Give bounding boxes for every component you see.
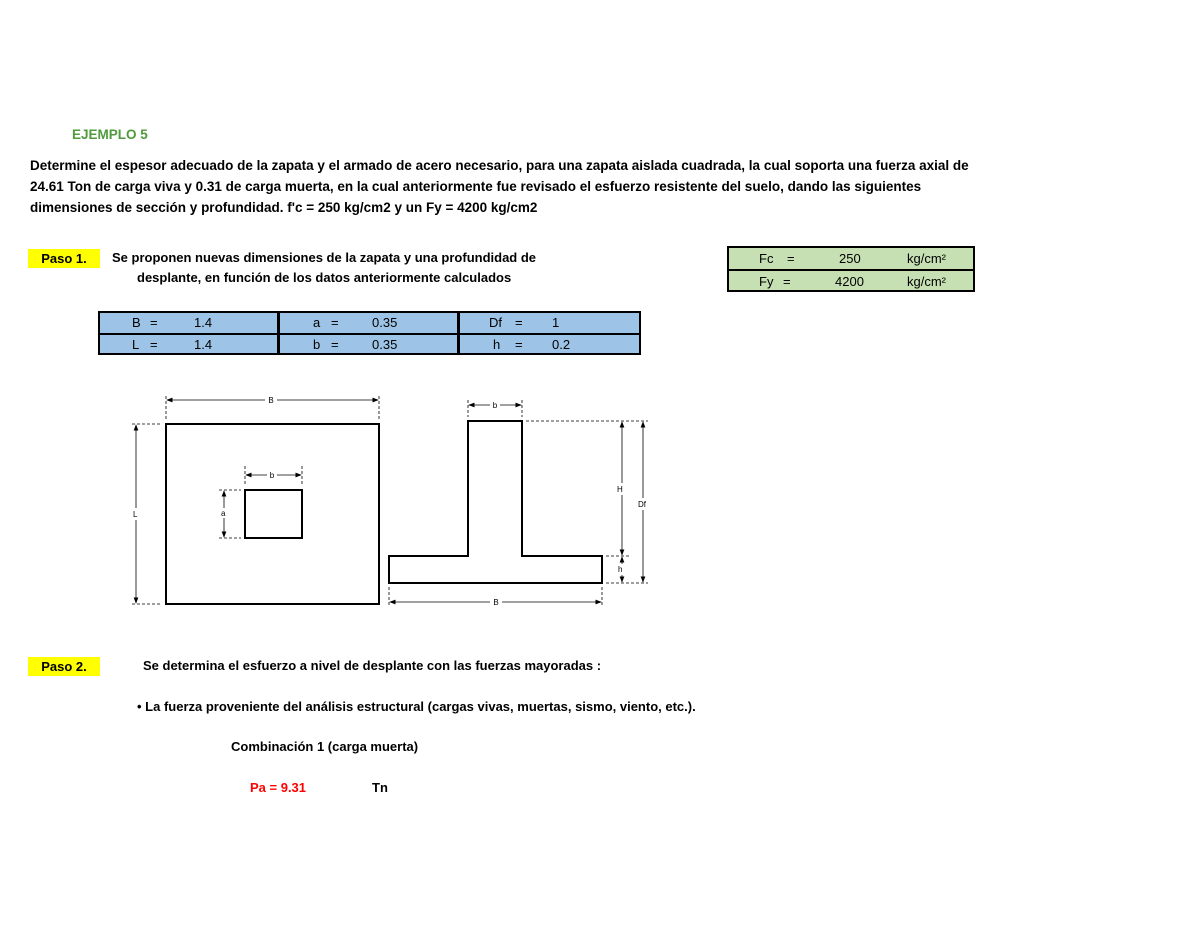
- material-name: Fy: [759, 274, 774, 289]
- dim-eq: =: [150, 337, 158, 352]
- elevation-label-B: B: [493, 598, 499, 607]
- column-plan-outline: [245, 490, 302, 538]
- pa-value: Pa = 9.31: [250, 780, 307, 795]
- dim-name-B: B: [132, 315, 141, 330]
- dim-name-b: b: [313, 337, 321, 352]
- dim-name-a: a: [313, 315, 321, 330]
- plan-label-a: a: [221, 509, 226, 518]
- dim-eq: =: [331, 337, 339, 352]
- dim-name-L: L: [132, 337, 140, 352]
- problem-line-1: Determine el espesor adecuado de la zapata y el armado de acero necesario, para una zapata aislada cuadrada, la cual soporta una fuerza axial de: [30, 158, 969, 173]
- dim-value-b: 0.35: [372, 337, 398, 352]
- problem-line-2: 24.61 Ton de carga viva y 0.31 de carga muerta, en la cual anteriormente fue revisado el esfuerzo resistente del suelo, dando las siguientes: [30, 179, 922, 194]
- material-unit: kg/cm²: [907, 251, 946, 266]
- step-1-text-line-1: Se proponen nuevas dimensiones de la zapata y una profundidad de: [112, 250, 537, 265]
- elevation-label-b: b: [492, 401, 498, 410]
- step-2-text: Se determina el esfuerzo a nivel de desplante con las fuerzas mayoradas :: [143, 658, 602, 673]
- material-eq: =: [783, 274, 791, 289]
- plan-label-L: L: [133, 510, 138, 519]
- dim-eq: =: [515, 337, 523, 352]
- material-name: Fc: [759, 251, 774, 266]
- footing-plan-outline: [166, 424, 379, 604]
- dim-value-L: 1.4: [194, 337, 213, 352]
- dim-name-Df: Df: [489, 315, 502, 330]
- dim-name-h: h: [493, 337, 501, 352]
- footing-elevation-outline: [389, 421, 602, 583]
- step-2-badge: Paso 2.: [28, 657, 100, 676]
- material-unit: kg/cm²: [907, 274, 946, 289]
- material-eq: =: [787, 251, 795, 266]
- dim-value-B: 1.4: [194, 315, 213, 330]
- plan-label-B: B: [268, 396, 274, 405]
- dim-eq: =: [150, 315, 158, 330]
- pa-unit: Tn: [372, 780, 388, 795]
- elevation-label-Df: Df: [638, 500, 646, 509]
- elevation-label-h: h: [618, 565, 623, 574]
- example-title: EJEMPLO 5: [72, 127, 148, 142]
- elevation-label-H: H: [617, 485, 623, 494]
- dim-value-h: 0.2: [552, 337, 571, 352]
- problem-line-3: dimensiones de sección y profundidad. f'c = 250 kg/cm2 y un Fy = 4200 kg/cm2: [30, 200, 538, 215]
- plan-label-b: b: [269, 471, 275, 480]
- structural-force-bullet: • La fuerza proveniente del análisis estructural (cargas vivas, muertas, sismo, viento, etc.).: [137, 699, 696, 714]
- material-value: 250: [839, 251, 861, 266]
- dim-value-Df: 1: [552, 315, 560, 330]
- dim-eq: =: [331, 315, 339, 330]
- step-1-text-line-2: desplante, en función de los datos anteriormente calculados: [137, 270, 512, 285]
- step-1-badge: Paso 1.: [28, 249, 100, 268]
- dim-eq: =: [515, 315, 523, 330]
- material-value: 4200: [835, 274, 864, 289]
- dim-value-a: 0.35: [372, 315, 398, 330]
- combination-heading: Combinación 1 (carga muerta): [231, 739, 419, 754]
